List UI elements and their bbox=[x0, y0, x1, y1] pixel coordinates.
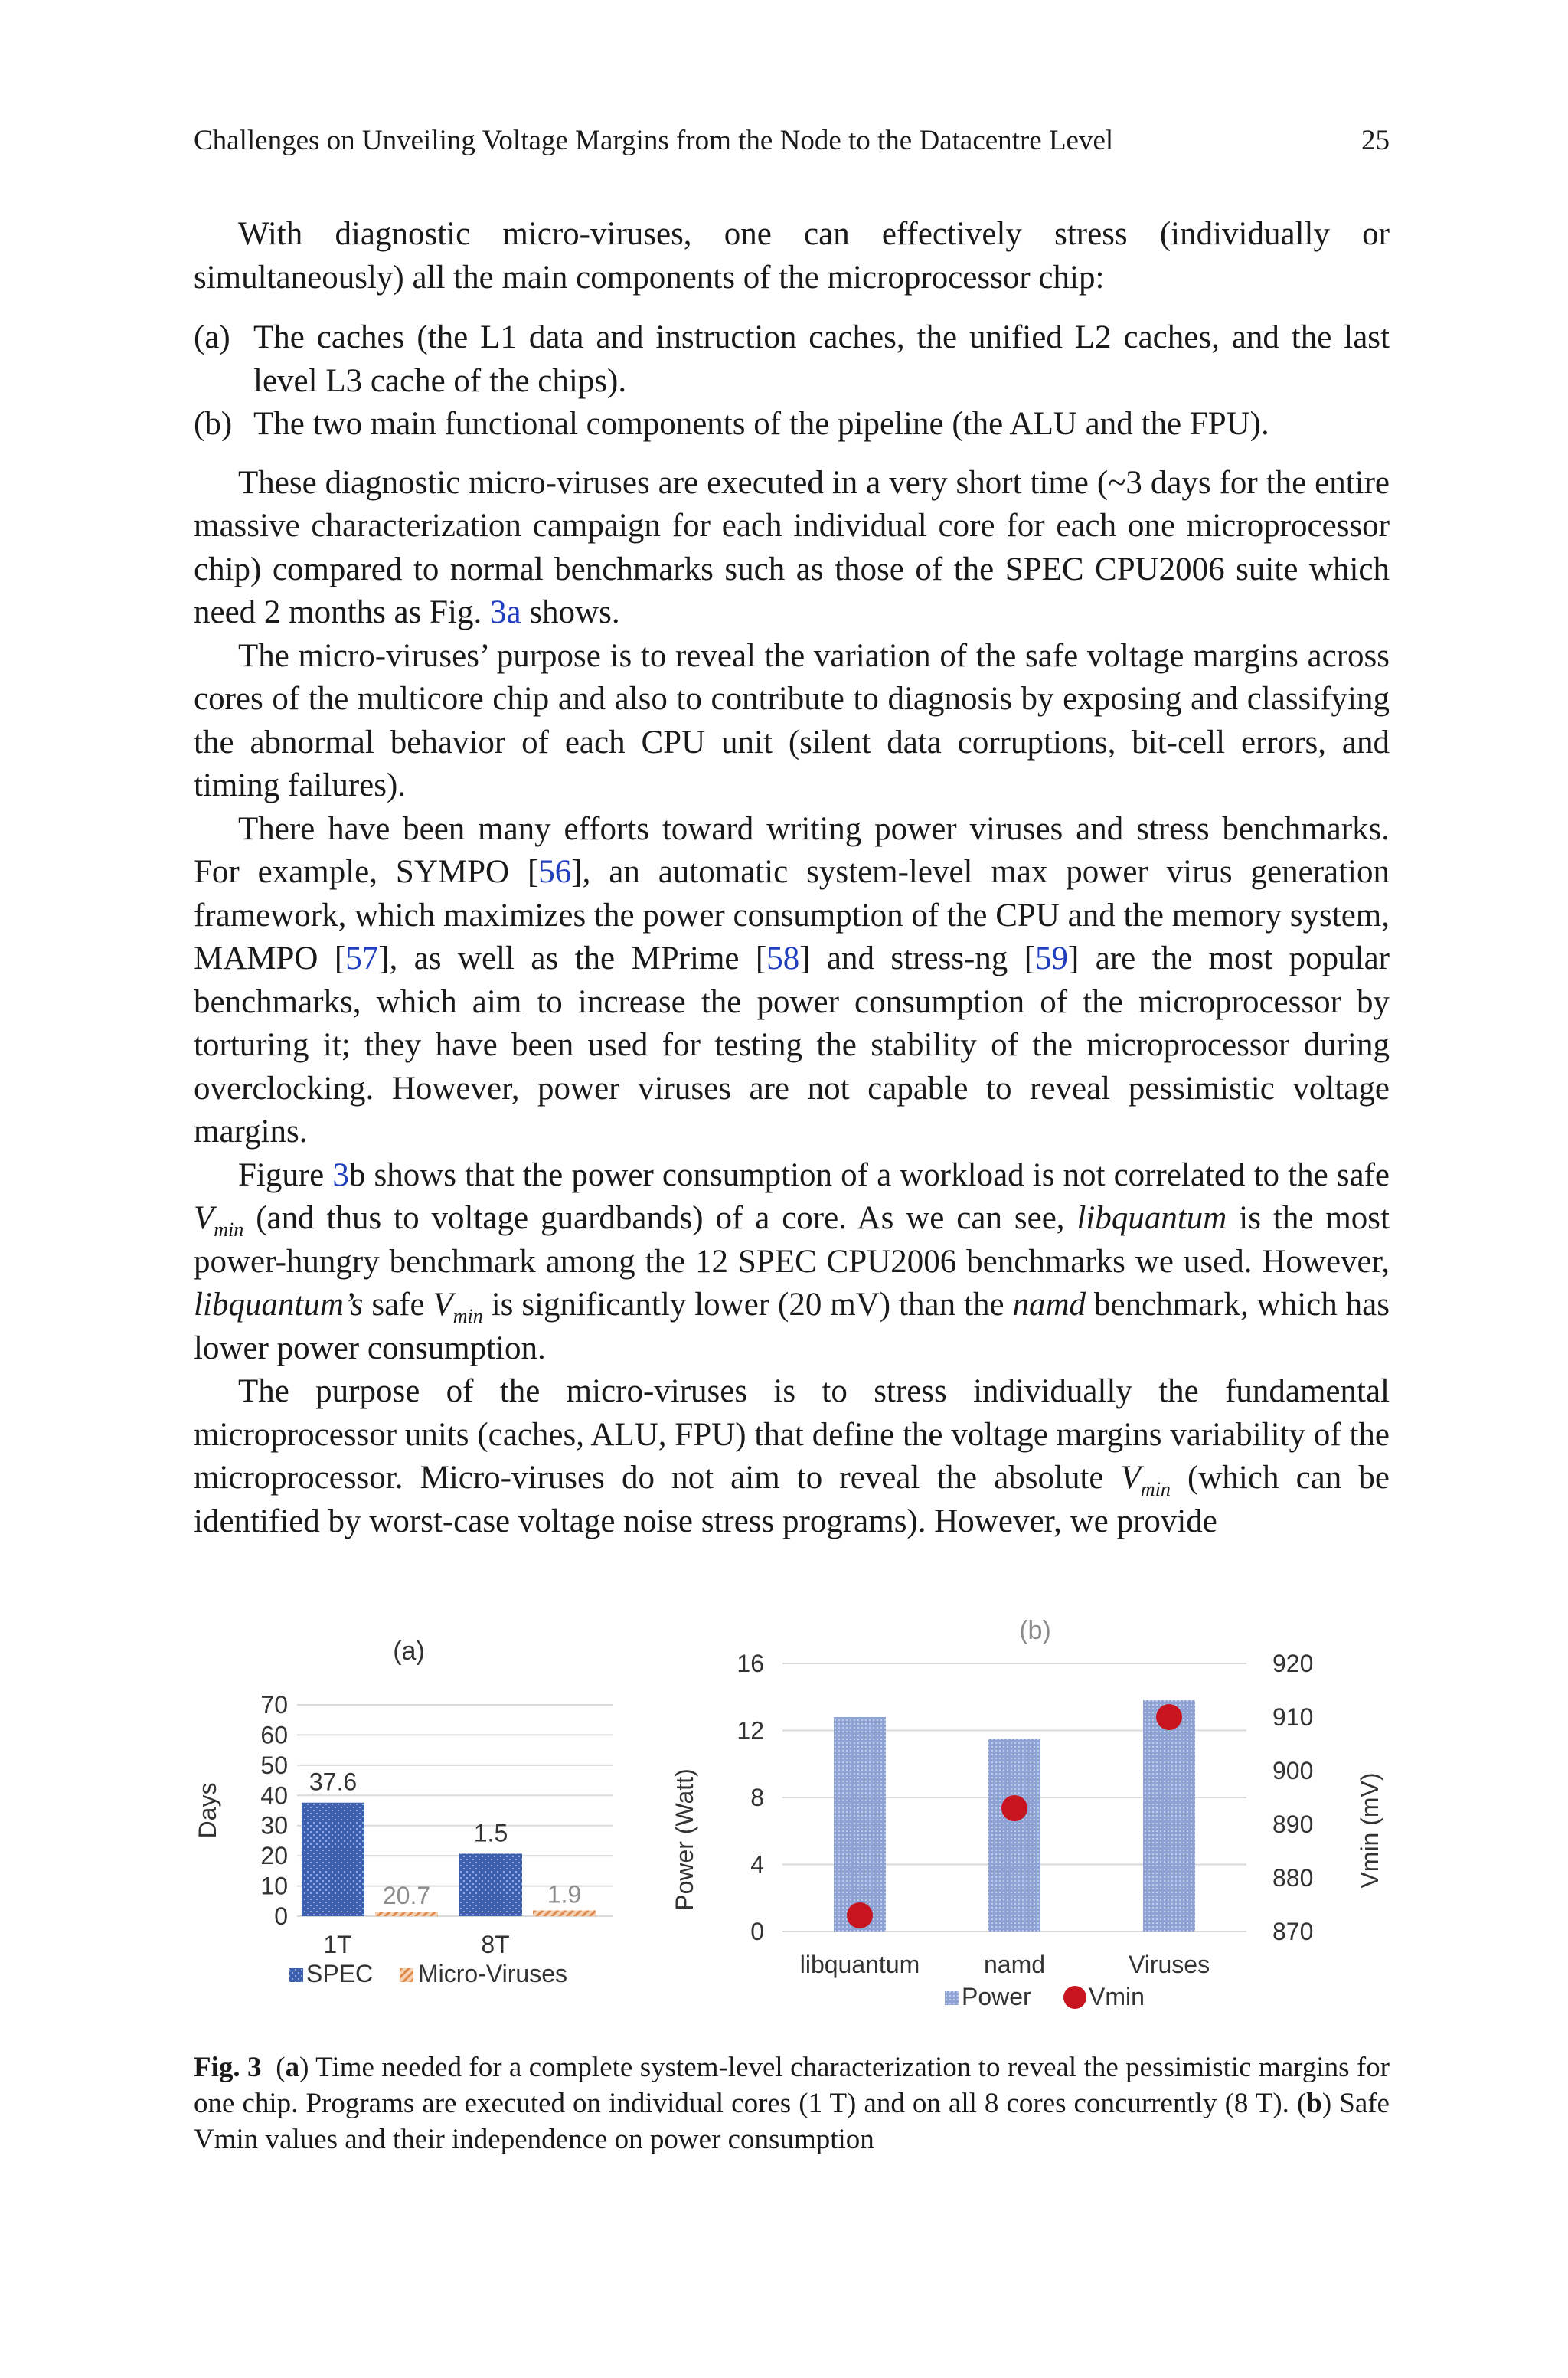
chart-b-title: (b) bbox=[1019, 1616, 1051, 1645]
paragraph-5 bbox=[194, 1154, 1390, 1371]
y-tick-label: 0 bbox=[750, 1918, 764, 1945]
y-tick-label: 10 bbox=[260, 1872, 288, 1900]
x-tick-label: libquantum bbox=[799, 1951, 920, 1978]
running-title: Challenges on Unveiling Voltage Margins from the Node to the Datacentre Level bbox=[194, 125, 1114, 156]
benchmark-libquantum: libquantum bbox=[1076, 1200, 1227, 1236]
benchmark-libquantum-possessive: libquantum’s bbox=[194, 1287, 364, 1323]
p2-text-a: These diagnostic micro-viruses are executed in a very short time (~3 days for the entire massive characterization campaign for each individual core for each one microprocessor chip) compared to normal benchmarks such as those of the SPEC CPU2006 suite which need 2 months as Fig. bbox=[194, 464, 1390, 630]
data-label: 1.5 bbox=[473, 1819, 508, 1847]
p6-text-a: The purpose of the micro-viruses is to stress individually the fundamental microprocessor units (caches, ALU, FPU) that define the voltage margins variability of the microprocessor. Micro-viruses do not aim to reveal the absolute bbox=[194, 1373, 1390, 1496]
p5-text-c: (and thus to voltage guardbands) of a core. As we can see, bbox=[243, 1200, 1077, 1236]
p5-text-b: b shows that the power consumption of a workload is not correlated to the safe bbox=[348, 1156, 1390, 1193]
x-tick-label: 1T bbox=[323, 1931, 352, 1958]
p5-text-e: safe bbox=[363, 1287, 433, 1323]
body-text bbox=[194, 213, 1390, 1543]
chart-b bbox=[671, 1616, 1383, 2010]
caption-a-label: a bbox=[285, 2052, 300, 2083]
caption-label: Fig. 3 bbox=[194, 2052, 262, 2083]
p4-text-e: ] are the most popular benchmarks, which aim to increase the power consumption of the microprocessor by torturing it; they have been used for testing the stability of the microprocessor during overclocking. However, power viruses are not capable to reveal pessimistic voltage margins. bbox=[194, 940, 1390, 1150]
legend-label-micro-viruses: Micro-Viruses bbox=[418, 1960, 567, 1987]
data-label: 1.9 bbox=[547, 1880, 582, 1909]
p4-text-a: There have been many efforts toward writing power viruses and stress benchmarks. For example, SYMPO [ bbox=[194, 810, 1390, 890]
y-tick-label: 40 bbox=[260, 1781, 288, 1810]
chart-a bbox=[194, 1637, 612, 1987]
vmin-symbol bbox=[433, 1287, 483, 1327]
bar-power bbox=[1143, 1700, 1195, 1932]
p4-text-c: ], as well as the MPrime [ bbox=[378, 940, 767, 976]
figure-3-svg bbox=[184, 1601, 1409, 2030]
page-number: 25 bbox=[1361, 125, 1390, 156]
vmin-subscript: min bbox=[1140, 1478, 1171, 1500]
benchmark-namd: namd bbox=[1012, 1287, 1086, 1323]
chart-a-title: (a) bbox=[393, 1637, 425, 1666]
p5-text-f: is significantly lower (20 mV) than the bbox=[482, 1287, 1013, 1323]
figure-3 bbox=[184, 1601, 1409, 2030]
y2-tick-label: 870 bbox=[1272, 1918, 1314, 1945]
y2-tick-label: 900 bbox=[1272, 1757, 1314, 1784]
p4-text-b: ], an automatic system-level max power virus generation framework, which maximizes the power consumption of the CPU and the memory system, MAMPO [ bbox=[194, 854, 1390, 976]
figure-ref-3[interactable]: 3 bbox=[332, 1156, 349, 1193]
y-tick-label: 0 bbox=[274, 1902, 288, 1930]
paragraph-4 bbox=[194, 808, 1390, 1154]
p5-text-g: benchmark, which has lower power consumption. bbox=[194, 1287, 1390, 1366]
vmin-subscript: min bbox=[214, 1218, 244, 1241]
y-tick-label: 8 bbox=[750, 1784, 764, 1811]
y-tick-label: 50 bbox=[260, 1751, 288, 1779]
x-tick-label: namd bbox=[983, 1951, 1046, 1978]
y2-tick-label: 910 bbox=[1272, 1703, 1314, 1731]
point-vmin bbox=[1156, 1704, 1182, 1730]
list-item-text: The two main functional components of the pipeline (the ALU and the FPU). bbox=[253, 406, 1269, 442]
legend-swatch-power bbox=[945, 1991, 959, 2005]
bar-power bbox=[988, 1739, 1040, 1932]
vmin-letter: V bbox=[433, 1287, 453, 1323]
bar-power bbox=[834, 1717, 886, 1932]
citation-59[interactable]: 59 bbox=[1035, 940, 1069, 976]
y-tick-label: 60 bbox=[260, 1721, 288, 1749]
figure-ref-3a[interactable]: 3a bbox=[489, 594, 521, 630]
x-tick-label: Viruses bbox=[1128, 1951, 1210, 1978]
paragraph-3: The micro-viruses’ purpose is to reveal the variation of the safe voltage margins across cores of the multicore chip and also to contribute to diagnosis by exposing and classifying the abnormal behavior of each CPU unit (silent data corruptions, bit-cell errors, and timing failures). bbox=[194, 637, 1390, 803]
y-axis-label: Power (Watt) bbox=[671, 1768, 698, 1911]
p2-text-b: shows. bbox=[529, 594, 620, 630]
legend-swatch-vmin bbox=[1063, 1986, 1086, 2009]
citation-58[interactable]: 58 bbox=[766, 940, 800, 976]
p5-text-d: is the most power-hungry benchmark among the 12 SPEC CPU2006 benchmarks we used. However, bbox=[194, 1200, 1390, 1280]
y-axis-label: Days bbox=[194, 1782, 221, 1839]
list-item-label: (b) bbox=[194, 406, 233, 442]
vmin-letter: V bbox=[1120, 1460, 1141, 1496]
p6-text-b: (which can be identified by worst-case voltage noise stress programs). However, we provide bbox=[194, 1460, 1390, 1539]
bar-micro-viruses bbox=[375, 1912, 438, 1916]
point-vmin bbox=[847, 1902, 873, 1928]
legend-label-vmin: Vmin bbox=[1089, 1983, 1145, 2010]
list-item bbox=[194, 316, 1390, 403]
y2-axis-label: Vmin (mV) bbox=[1356, 1772, 1383, 1889]
paragraph-2 bbox=[194, 462, 1390, 635]
caption-text-b: ) Safe Vmin values and their independence on power consumption bbox=[194, 2088, 1390, 2155]
figure-caption: Fig. 3 (a) Time needed for a complete system-level characterization to reveal the pessimistic margins for one chip. Programs are executed on individual cores (1 T) and on all 8 cores concurrently (8 T). (b) Safe Vmin values and their independence on power consumption bbox=[194, 2052, 1390, 2155]
y-tick-label: 12 bbox=[737, 1716, 764, 1745]
component-list bbox=[194, 316, 1390, 446]
legend-label-spec: SPEC bbox=[306, 1960, 374, 1987]
data-label: 37.6 bbox=[309, 1768, 358, 1796]
legend-swatch-spec bbox=[289, 1968, 303, 1982]
caption-b-label: b bbox=[1306, 2088, 1322, 2119]
legend-label-power: Power bbox=[962, 1983, 1031, 2010]
y-tick-label: 30 bbox=[260, 1811, 288, 1840]
bar-spec bbox=[302, 1803, 364, 1916]
list-item-label: (a) bbox=[194, 319, 230, 355]
p5-text-a: Figure bbox=[238, 1156, 333, 1193]
vmin-symbol bbox=[194, 1200, 244, 1241]
list-item-text: The caches (the L1 data and instruction caches, the unified L2 caches, and the last level L3 cache of the chips). bbox=[253, 319, 1390, 399]
data-label: 20.7 bbox=[382, 1882, 431, 1910]
y2-tick-label: 880 bbox=[1272, 1864, 1314, 1892]
bar-micro-viruses bbox=[533, 1911, 596, 1916]
y-tick-label: 70 bbox=[260, 1691, 288, 1719]
paragraph-6 bbox=[194, 1370, 1390, 1543]
y-tick-label: 4 bbox=[750, 1850, 764, 1879]
point-vmin bbox=[1001, 1795, 1027, 1821]
y2-tick-label: 920 bbox=[1272, 1650, 1314, 1677]
paragraph-1: With diagnostic micro-viruses, one can effectively stress (individually or simultaneously) all the main components of the microprocessor chip: bbox=[194, 216, 1390, 296]
list-item bbox=[194, 403, 1390, 446]
legend-swatch-micro-viruses bbox=[400, 1968, 413, 1982]
vmin-symbol bbox=[1120, 1460, 1171, 1500]
vmin-letter: V bbox=[194, 1200, 214, 1236]
bar-spec bbox=[459, 1853, 522, 1916]
p4-text-d: ] and stress-ng [ bbox=[799, 940, 1036, 976]
y-tick-label: 20 bbox=[260, 1842, 288, 1870]
citation-56[interactable]: 56 bbox=[538, 854, 572, 890]
citation-57[interactable]: 57 bbox=[345, 940, 379, 976]
x-tick-label: 8T bbox=[481, 1931, 510, 1958]
caption-text-a: ) Time needed for a complete system-level characterization to reveal the pessimistic margins for one chip. Programs are executed on individual cores (1 T) and on all 8 cores concurrently (8 T). ( bbox=[194, 2052, 1390, 2119]
y2-tick-label: 890 bbox=[1272, 1810, 1314, 1838]
vmin-subscript: min bbox=[452, 1305, 483, 1327]
y-tick-label: 16 bbox=[737, 1650, 764, 1677]
